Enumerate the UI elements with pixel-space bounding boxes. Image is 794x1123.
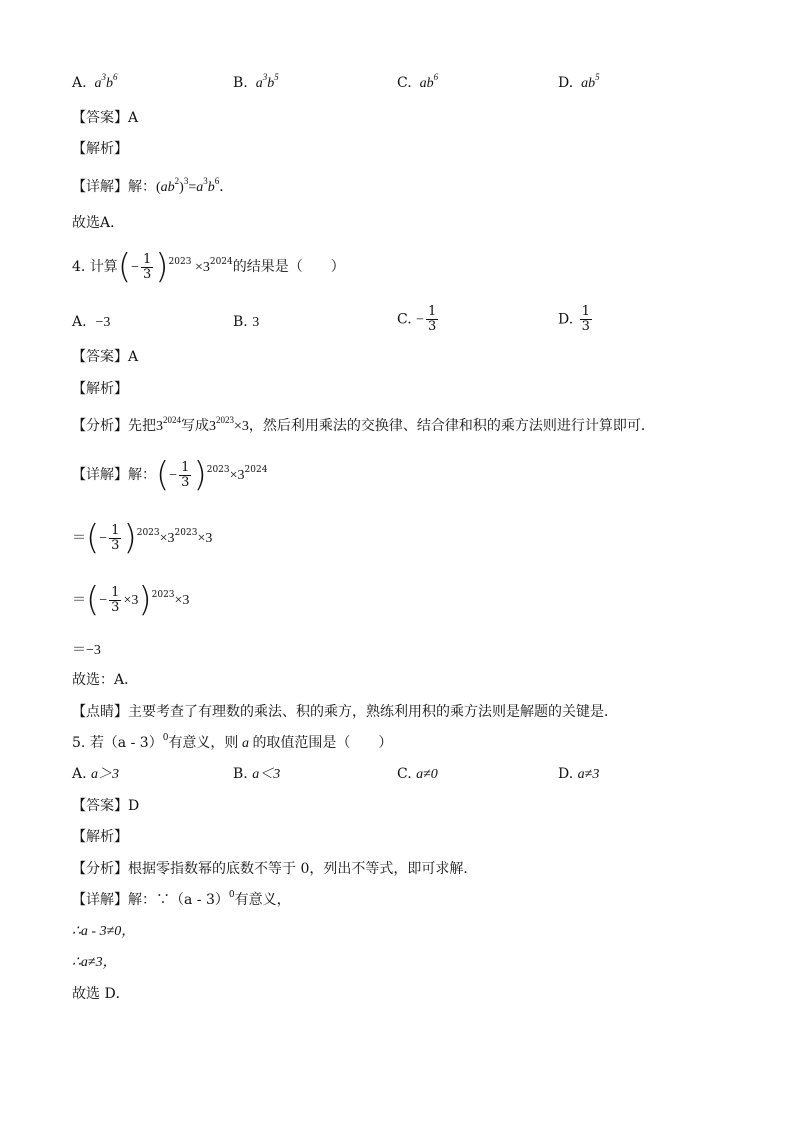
q4-option-b: B. 3 [233,314,260,330]
q3-answer: 【答案】A [72,110,139,126]
q4-option-c: C. − $\frac{1}{3}$ [397,304,437,334]
q5-step1: ∴a - 3≠0， [72,924,136,939]
q5-conclusion: 故选 D． [72,986,130,1002]
q5-detail: 【详解】解：∵（a - 3）$^0$有意义， [72,890,291,908]
q4-analysis-tag: 【解析】 [72,381,128,397]
q5-fenxi: 【分析】根据零指数幂的底数不等于 0，列出不等式，即可求解． [72,861,478,877]
q4-step3: ＝−3 [72,643,101,658]
q4-stem: 4. 计算(− $\frac{1}{3}$ )$^{2023} \times 3^{2024}$的结果是（ ） [72,247,345,287]
q4-conclusion: 故选：A． [72,672,139,688]
option-label: C. [397,75,412,91]
q4-step1: ＝(− $\frac{1}{3}$ )$^{2023}\times 3^{2023}\times 3$ [72,518,213,558]
q3-detail: 【详解】解：$(ab^2)^3=a^3b^6$． [72,176,234,195]
q4-fenxi: 【分析】先把$3^{2024}$写成$3^{2023}\times 3$，然后利用乘法的交换律、结合律和积的乘方法则进行计算即可． [72,415,655,434]
q3-analysis-tag: 【解析】 [72,141,128,157]
q4-answer: 【答案】A [72,349,139,365]
q5-analysis-tag: 【解析】 [72,829,128,845]
q5-step2: ∴a≠3， [72,955,117,970]
option-label: B. [233,75,248,91]
q5-option-b: B. a＜3 [233,766,281,782]
q4-option-a: A. −3 [72,314,111,330]
q3-option-b: B. $a^3b^5$ [233,72,279,91]
option-label: D. [558,75,574,91]
q5-option-a: A. a＞3 [72,766,120,782]
q4-dianjing: 【点睛】主要考查了有理数的乘法、积的乘方，熟练利用积的乘方法则是解题的关键是． [72,704,618,720]
q4-detail: 【详解】解：(− $\frac{1}{3}$ )$^{2023}\times 3^{2024}$ [72,455,268,495]
q4-step2: ＝(− $\frac{1}{3}$ ×3)$^{2023}$×3 [72,580,190,620]
q3-conclusion: 故选A． [72,215,125,231]
q3-option-a: A. $a^3b^6$ [72,72,118,91]
q5-stem: 5. 若（a - 3）$^0$有意义，则 a 的取值范围是（ ） [72,733,393,751]
q3-option-c: C. $ab^6$ [397,72,439,91]
q4-option-d: D. $\frac{1}{3}$ [558,304,590,334]
q5-answer: 【答案】D [72,798,140,814]
q5-option-d: D. a≠3 [558,766,600,782]
q5-option-c: C. a≠0 [397,766,438,782]
option-label: A. [72,75,87,91]
q3-option-d: D. $ab^5$ [558,72,600,91]
